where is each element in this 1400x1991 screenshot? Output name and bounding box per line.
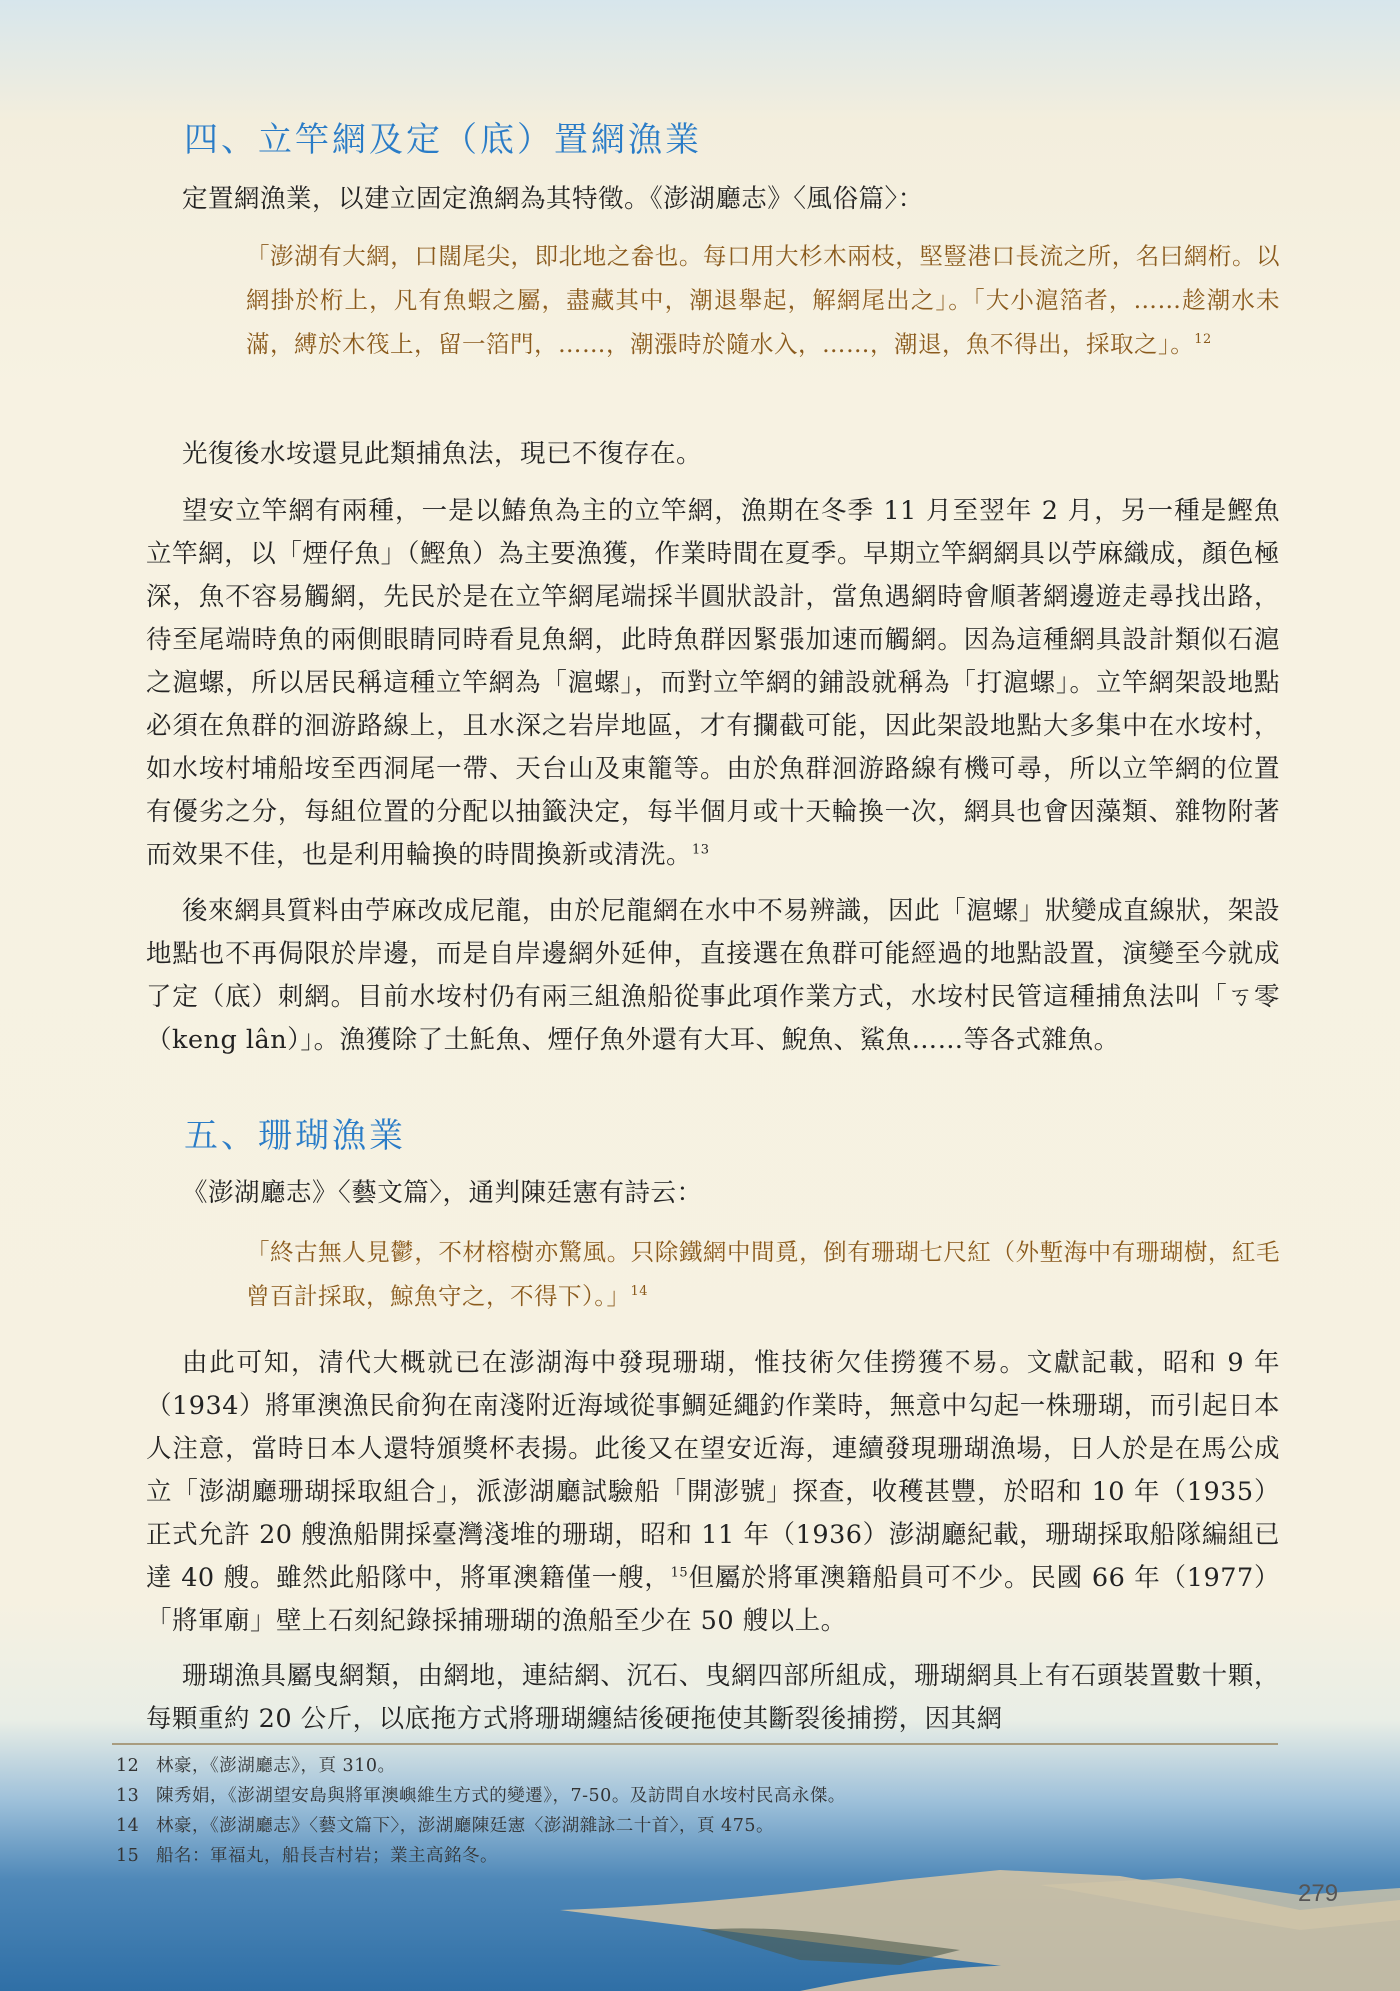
paragraph	[146, 178, 1280, 221]
footnote-number: 13	[116, 1786, 140, 1806]
paragraph-text: 由此可知，清代大概就已在澎湖海中發現珊瑚，惟技術欠佳撈獲不易。文獻記載，昭和 9 年（1934）將軍澳漁民俞狗在南淺附近海域從事鯛延繩釣作業時，無意中勾起一株珊瑚，而引起日本人注意，當時日本人還特頒獎杯表揚。此後又在望安近海，連續發現珊瑚漁場，日人於是在馬公成立「澎湖廳珊瑚採取組合」，派澎湖廳試驗船「開澎號」探查，收穫甚豐，於昭和 10 年（1935）正式允許 20 艘漁船開採臺灣淺堆的珊瑚，昭和 11 年（1936）澎湖廳紀載，珊瑚採取船隊編組已達 40 艘。雖然此船隊中，將軍澳籍僅一艘，	[146, 1348, 1280, 1593]
section-heading-4: 四、立竿網及定（底）置網漁業	[184, 120, 702, 160]
coastline-photo-decoration	[0, 1850, 1400, 1991]
quote-text: 「終古無人見鬱，不材榕樹亦驚風。只除鐵網中間覓，倒有珊瑚七尺紅（外塹海中有珊瑚樹，紅毛曾百計採取，鯨魚守之，不得下）。」	[246, 1238, 1280, 1310]
footnote	[116, 1752, 395, 1777]
paragraph	[146, 1342, 1280, 1643]
block-quote	[246, 234, 1280, 366]
page-number: 279	[1298, 1880, 1339, 1907]
paragraph	[146, 1655, 1280, 1741]
footnote-text: 林豪，《澎湖廳志》〈藝文篇下〉，澎湖廳陳廷憲〈澎湖雜詠二十首〉，頁 475。	[156, 1816, 774, 1836]
paragraph	[146, 490, 1280, 877]
footnote-divider	[112, 1743, 1278, 1745]
footnote	[116, 1782, 846, 1807]
paragraph-text: 望安立竿網有兩種，一是以鰆魚為主的立竿網，漁期在冬季 11 月至翌年 2 月，另一種是鰹魚立竿網，以「煙仔魚」（鰹魚）為主要漁獲，作業時間在夏季。早期立竿網網具以苧麻織成，顏色極深，魚不容易觸網，先民於是在立竿網尾端採半圓狀設計，當魚遇網時會順著網邊遊走尋找出路，待至尾端時魚的兩側眼睛同時看見魚網，此時魚群因緊張加速而觸網。因為這種網具設計類似石滬之滬螺，所以居民稱這種立竿網為「滬螺」，而對立竿網的鋪設就稱為「打滬螺」。立竿網架設地點必須在魚群的洄游路線上，且水深之岩岸地區，才有攔截可能，因此架設地點大多集中在水垵村，如水垵村埔船垵至西洞尾一帶、天台山及東籠等。由於魚群洄游路線有機可尋，所以立竿網的位置有優劣之分，每組位置的分配以抽籤決定，每半個月或十天輪換一次，網具也會因藻類、雜物附著而效果不佳，也是利用輪換的時間換新或清洗。	[146, 496, 1280, 870]
footnote-text: 船名：軍福丸，船長吉村岩；業主高銘冬。	[156, 1846, 498, 1866]
intro-text: 定置網漁業，以建立固定漁網為其特徵。《澎湖廳志》〈風俗篇〉：	[182, 184, 924, 214]
paragraph-text: 後來網具質料由苧麻改成尼龍，由於尼龍網在水中不易辨識，因此「滬螺」狀變成直線狀，架設地點也不再侷限於岸邊，而是自岸邊網外延伸，直接選在魚群可能經過的地點設置，演變至今就成了定（底）刺網。目前水垵村仍有兩三組漁船從事此項作業方式，水垵村民管這種捕魚法叫「ㄎ零（keng lân）」。漁獲除了土魠魚、煙仔魚外還有大耳、鯢魚、鯊魚……等各式雜魚。	[146, 896, 1280, 1055]
paragraph	[146, 890, 1280, 1062]
section-heading-5: 五、珊瑚漁業	[184, 1116, 406, 1156]
footnote	[116, 1812, 774, 1837]
paragraph	[146, 433, 1280, 476]
footnote-number: 15	[116, 1846, 140, 1866]
paragraph-text: 但屬於將軍澳籍船員可不少。民國 66 年（1977）「將軍廟」壁上石刻紀錄採捕珊瑚的漁船至少在 50 艘以上。	[146, 1563, 1280, 1636]
footnote-text: 林豪，《澎湖廳志》，頁 310。	[156, 1756, 396, 1776]
footnote-ref[interactable]: 15	[670, 1565, 689, 1581]
footnote-number: 14	[116, 1816, 140, 1836]
paragraph	[146, 1172, 1280, 1215]
footnote-ref[interactable]: 12	[1194, 332, 1212, 348]
footnote-number: 12	[116, 1756, 140, 1776]
intro-text: 《澎湖廳志》〈藝文篇〉，通判陳廷憲有詩云：	[182, 1178, 703, 1208]
footnote-ref[interactable]: 13	[692, 842, 710, 858]
block-quote	[246, 1230, 1280, 1318]
quote-text: 「澎湖有大網，口闊尾尖，即北地之畚也。每口用大杉木兩枝，堅豎港口長流之所，名曰網桁。以網掛於桁上，凡有魚蝦之屬，盡藏其中，潮退舉起，解網尾出之」。「大小滬箔者，……趁潮水未滿，縛於木筏上，留一箔門，……，潮漲時於隨水入，……，潮退，魚不得出，採取之」。	[246, 242, 1280, 358]
paragraph-text: 珊瑚漁具屬曳網類，由網地，連結網、沉石、曳網四部所組成，珊瑚網具上有石頭裝置數十顆，每顆重約 20 公斤，以底拖方式將珊瑚纏結後硬拖使其斷裂後捕撈，因其網	[146, 1661, 1280, 1734]
footnote-text: 陳秀娟，《澎湖望安島與將軍澳嶼維生方式的變遷》，7-50。及訪問自水垵村民高永傑。	[156, 1786, 846, 1806]
paragraph-text: 光復後水垵還見此類捕魚法，現已不復存在。	[182, 439, 703, 469]
footnote-ref[interactable]: 14	[630, 1284, 649, 1300]
